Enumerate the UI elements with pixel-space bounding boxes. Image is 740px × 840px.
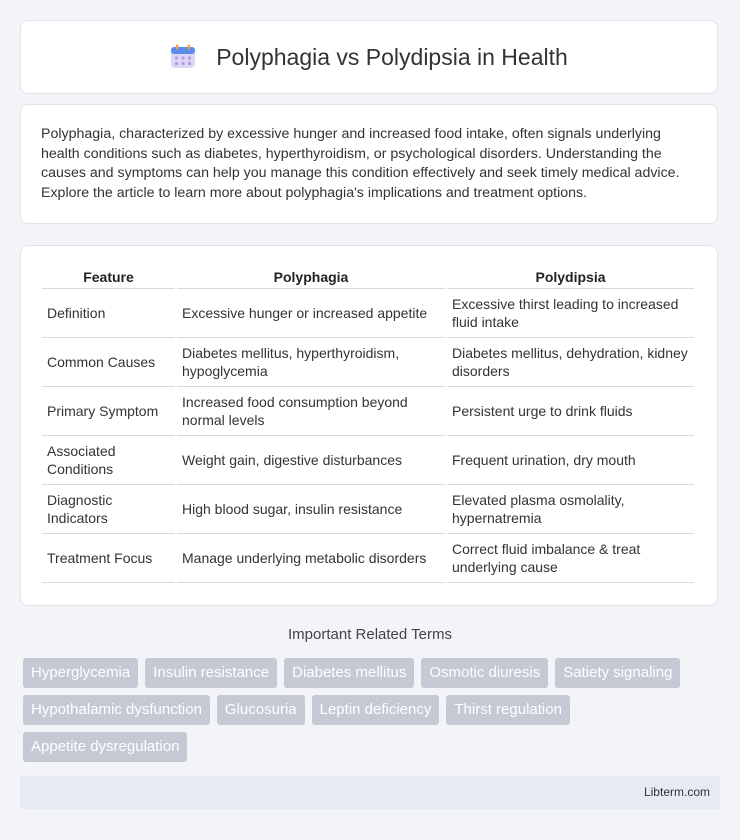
- term-tag[interactable]: Hyperglycemia: [23, 658, 138, 688]
- feature-cell: Common Causes: [42, 338, 175, 387]
- column-header-polydipsia: Polydipsia: [447, 266, 694, 289]
- table-row: [42, 436, 694, 485]
- table-row: [42, 338, 694, 387]
- polydipsia-cell: Elevated plasma osmolality, hypernatremia: [447, 485, 694, 534]
- footer-site-link[interactable]: Libterm.com: [643, 785, 710, 799]
- page-title: Polyphagia vs Polydipsia in Health: [216, 43, 568, 70]
- feature-cell: Treatment Focus: [42, 534, 175, 583]
- term-tag[interactable]: Insulin resistance: [145, 658, 277, 688]
- table-row: [42, 534, 694, 583]
- polyphagia-cell: Weight gain, digestive disturbances: [177, 436, 445, 485]
- feature-cell: Definition: [42, 289, 175, 338]
- intro-text: Polyphagia, characterized by excessive hunger and increased food intake, often signals underlying health conditions such as diabetes, hyperthyroidism, or psychological disorders. Understanding the causes and symptoms can help you manage this condition effectively and seek timely medical advice. Explore the article to learn more about polyphagia's implications and treatment options.: [41, 126, 680, 201]
- polydipsia-cell: Frequent urination, dry mouth: [447, 436, 694, 485]
- related-terms-list: [23, 658, 723, 769]
- polydipsia-cell: Correct fluid imbalance & treat underlying cause: [447, 534, 694, 583]
- term-tag[interactable]: Glucosuria: [217, 695, 305, 725]
- table-row: [42, 485, 694, 534]
- term-tag[interactable]: Diabetes mellitus: [284, 658, 414, 688]
- table-row: [42, 387, 694, 436]
- term-tag[interactable]: Hypothalamic dysfunction: [23, 695, 210, 725]
- column-header-polyphagia: Polyphagia: [177, 266, 445, 289]
- polyphagia-cell: Manage underlying metabolic disorders: [177, 534, 445, 583]
- header-card: [20, 20, 718, 94]
- polyphagia-cell: High blood sugar, insulin resistance: [177, 485, 445, 534]
- term-tag[interactable]: Osmotic diuresis: [421, 658, 548, 688]
- feature-cell: Primary Symptom: [42, 387, 175, 436]
- term-tag[interactable]: Appetite dysregulation: [23, 732, 187, 762]
- intro-card: [20, 104, 718, 224]
- term-tag[interactable]: Leptin deficiency: [312, 695, 440, 725]
- polyphagia-cell: Diabetes mellitus, hyperthyroidism, hypoglycemia: [177, 338, 445, 387]
- comparison-card: [20, 245, 718, 606]
- feature-cell: Associated Conditions: [42, 436, 175, 485]
- polydipsia-cell: Excessive thirst leading to increased fluid intake: [447, 289, 694, 338]
- polyphagia-cell: Increased food consumption beyond normal levels: [177, 387, 445, 436]
- polydipsia-cell: Persistent urge to drink fluids: [447, 387, 694, 436]
- comparison-table: [40, 266, 696, 583]
- table-row: [42, 289, 694, 338]
- calendar-icon: [170, 44, 196, 70]
- term-tag[interactable]: Satiety signaling: [555, 658, 680, 688]
- term-tag[interactable]: Thirst regulation: [446, 695, 570, 725]
- footer: [20, 776, 720, 809]
- polydipsia-cell: Diabetes mellitus, dehydration, kidney disorders: [447, 338, 694, 387]
- related-terms-title: Important Related Terms: [288, 626, 452, 643]
- polyphagia-cell: Excessive hunger or increased appetite: [177, 289, 445, 338]
- column-header-feature: Feature: [42, 266, 175, 289]
- table-header-row: [42, 266, 694, 289]
- feature-cell: Diagnostic Indicators: [42, 485, 175, 534]
